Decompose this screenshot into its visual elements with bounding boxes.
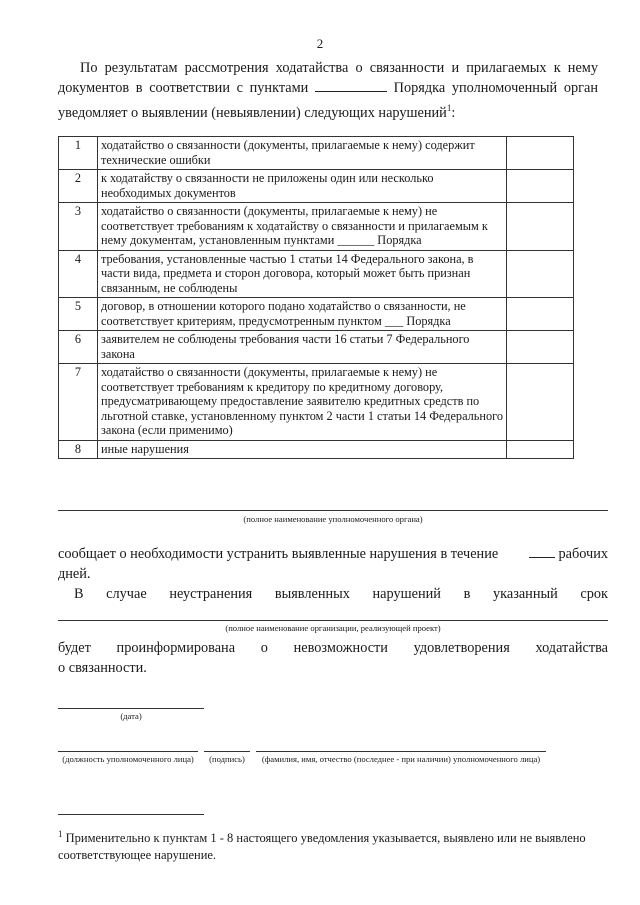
intro-text-part2: Порядка уполномоченный орган уведомляет о выявлении (невыявлении) следующих нарушений [58,80,598,121]
position-line [58,751,198,752]
violation-text: договор, в отношении которого подано ходатайство о связанности, не соответствует критериям, предусмотренным пунктом ___ Порядка [98,298,507,331]
date-line [58,708,204,709]
violation-mark-cell[interactable] [507,298,574,331]
violation-number: 4 [59,250,98,298]
inform-word: ходатайства [535,640,608,656]
inform-word: о [260,640,268,656]
organization-name-line [58,620,608,621]
violation-number: 5 [59,298,98,331]
footnote-text: Применительно к пунктам 1 - 8 настоящего уведомления указывается, выявлено или не выявлено соответствующее нарушение. [58,831,586,863]
full-name-caption: (фамилия, имя, отчество (последнее - при наличии) уполномоченного лица) [261,754,541,764]
colon: : [451,104,456,121]
notify-text: сообщает о необходимости устранить выявленные нарушения в течение [58,546,499,562]
case-word: в [463,586,471,602]
footnote [58,826,608,864]
violation-mark-cell[interactable] [507,440,574,459]
violation-text: ходатайство о связанности (документы, прилагаемые к нему) не соответствует требованиям к ходатайству о связанности и прилагаемым к нему документам, установленным пунктами ______ Порядка [98,203,507,251]
date-caption: (дата) [120,711,142,721]
inform-word: проинформирована [116,640,236,656]
violation-text: ходатайство о связанности (документы, прилагаемые к нему) не соответствует требованиям к кредитору по кредитному договору, предусматривающему предоставление заявителю кредитных средств по льготной ставке, установленному пунктом 2 части 1 статьи 14 Федерального закона (если применимо) [98,364,507,441]
case-word: срок [580,586,608,602]
violation-mark-cell[interactable] [507,364,574,441]
days-blank [529,545,555,558]
violation-row [59,364,574,441]
violation-row [59,440,574,459]
authority-name-line [58,510,608,511]
position-caption: (должность уполномоченного лица) [62,754,194,764]
case-word: выявленных [274,586,350,602]
violation-row [59,298,574,331]
notify-paragraph [58,544,608,584]
inform-word: будет [58,640,91,656]
violation-number: 7 [59,364,98,441]
notify-text-line2: дней. [58,566,91,582]
notify-text-end: рабочих [558,546,608,562]
case-word: неустранения [169,586,253,602]
intro-paragraph [58,58,598,123]
full-name-line [256,751,546,752]
violations-table [58,136,574,459]
inform-word: невозможности [293,640,388,656]
violation-row [59,203,574,251]
organization-name-caption: (полное наименование организации, реализующей проект) [225,623,441,633]
case-word: указанный [492,586,558,602]
signature-line [204,751,250,752]
page-number: 2 [316,36,324,51]
signature-caption: (подпись) [209,754,245,764]
violation-mark-cell[interactable] [507,331,574,364]
inform-word: удовлетворения [413,640,510,656]
intro-text-part1: По результатам рассмотрения ходатайства о связанности и прилагаемых к нему документов в соответствии с пунктами [58,60,598,96]
violation-number: 6 [59,331,98,364]
violation-text: к ходатайству о связанности не приложены один или несколько необходимых документов [98,170,507,203]
footnote-mark: 1 [446,103,452,113]
violation-text: ходатайство о связанности (документы, прилагаемые к нему) содержит технические ошибки [98,137,507,170]
violation-mark-cell[interactable] [507,250,574,298]
case-word: нарушений [372,586,441,602]
violation-number: 3 [59,203,98,251]
violation-number: 2 [59,170,98,203]
violation-mark-cell[interactable] [507,203,574,251]
footnote-separator [58,814,204,815]
violation-number: 1 [59,137,98,170]
violation-row [59,331,574,364]
inform-text-line2: о связанности. [58,660,147,676]
violation-text: заявителем не соблюдены требования части 16 статьи 7 Федерального закона [98,331,507,364]
violation-text: требования, установленные частью 1 статьи 14 Федерального закона, в части вида, предмета и сторон договора, который может быть признан связанным, не соблюдены [98,250,507,298]
violation-mark-cell[interactable] [507,137,574,170]
violation-text: иные нарушения [98,440,507,459]
points-blank [315,79,387,92]
case-line [74,584,608,604]
footnote-number: 1 [58,829,63,839]
case-word: случае [106,586,147,602]
authority-name-caption: (полное наименование уполномоченного органа) [243,514,423,524]
violation-row [59,250,574,298]
case-word: В [74,586,84,602]
violation-mark-cell[interactable] [507,170,574,203]
violation-number: 8 [59,440,98,459]
violation-row [59,170,574,203]
inform-line [58,638,608,658]
violation-row [59,137,574,170]
